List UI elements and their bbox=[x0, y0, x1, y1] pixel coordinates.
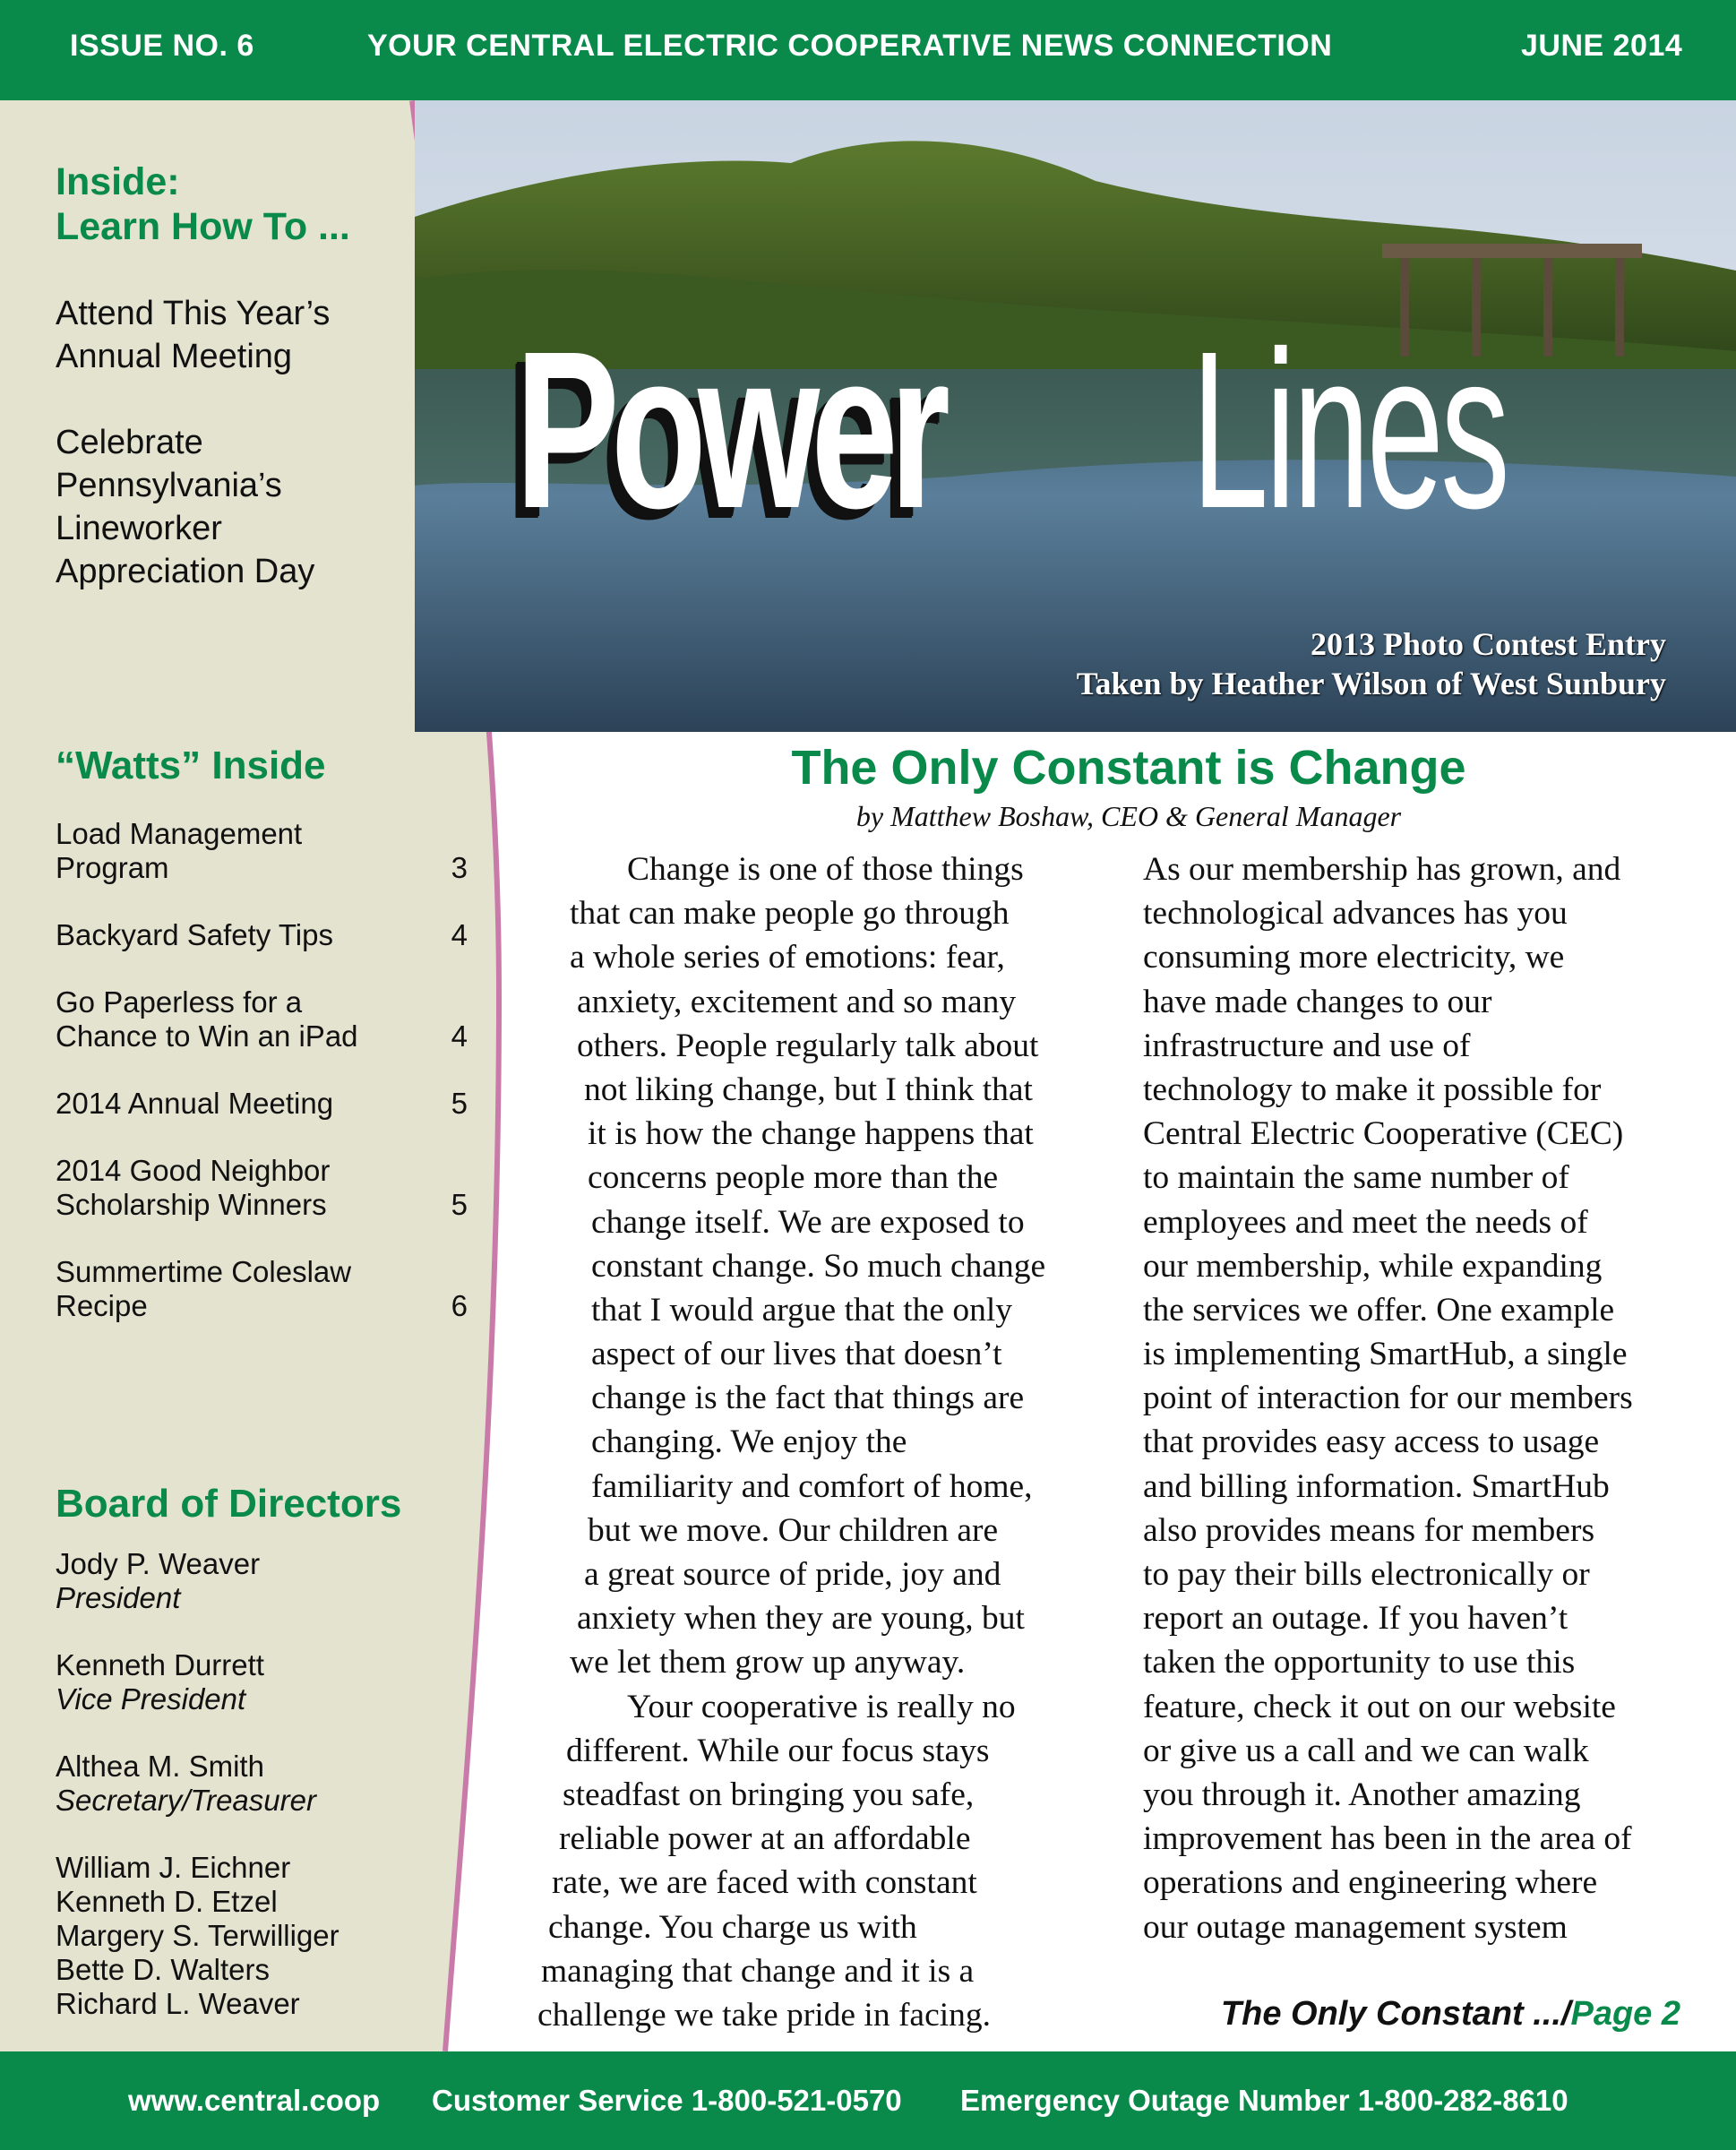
toc-item-backyard-safety[interactable]: Backyard Safety Tips 4 bbox=[56, 918, 468, 951]
article-text-line: report an outage. If you haven’t bbox=[1143, 1600, 1568, 1638]
article-text-line: a great source of pride, joy and bbox=[584, 1556, 1001, 1593]
photo-caption-line2: Taken by Heather Wilson of West Sunbury bbox=[1076, 666, 1666, 701]
masthead-lines: Lines bbox=[1191, 305, 1507, 555]
toc-page-number: 5 bbox=[451, 1087, 468, 1120]
article-text-line: anxiety, excitement and so many bbox=[577, 983, 1017, 1020]
customer-service-number[interactable]: Customer Service 1-800-521-0570 bbox=[432, 2084, 902, 2117]
toc-item-annual-meeting[interactable]: 2014 Annual Meeting 5 bbox=[56, 1087, 468, 1120]
article-text-line: point of interaction for our members bbox=[1143, 1380, 1633, 1417]
inside-item-lineworker-day[interactable]: Celebrate Pennsylvania’s Lineworker Appreciation Day bbox=[56, 424, 315, 590]
article-text-line: that can make people go through bbox=[570, 895, 1010, 933]
article-text-line: to pay their bills electronically or bbox=[1143, 1556, 1590, 1593]
article-text-line: technological advances has you bbox=[1143, 895, 1568, 933]
article-text-line: taken the opportunity to use this bbox=[1143, 1644, 1576, 1681]
article-text-line: that provides easy access to usage bbox=[1143, 1423, 1600, 1461]
article-text-line: it is how the change happens that bbox=[588, 1115, 1034, 1153]
website-link[interactable]: www.central.coop bbox=[128, 2084, 381, 2117]
article-text-line: a whole series of emotions: fear, bbox=[570, 939, 1005, 976]
masthead-power: Power bbox=[515, 305, 942, 555]
article-text-line: change is the fact that things are bbox=[591, 1380, 1025, 1417]
article-text-line: challenge we take pride in facing. bbox=[537, 1996, 992, 2034]
article-text-line: Your cooperative is really no bbox=[627, 1688, 1016, 1725]
article-text-line: also provides means for members bbox=[1143, 1511, 1595, 1549]
article-text-line: operations and engineering where bbox=[1143, 1864, 1598, 1902]
article-text-line: steadfast on bringing you safe, bbox=[563, 1776, 975, 1813]
article-text-line: constant change. So much change bbox=[591, 1247, 1046, 1285]
article-text-line: or give us a call and we can walk bbox=[1143, 1732, 1589, 1769]
article-text-line: have made changes to our bbox=[1143, 983, 1492, 1020]
article-text-line: managing that change and it is a bbox=[541, 1952, 975, 1990]
issue-date: JUNE 2014 bbox=[1521, 29, 1683, 63]
director-secretary-treasurer: Althea M. Smith Secretary/Treasurer bbox=[56, 1750, 316, 1817]
article-text-line: concerns people more than the bbox=[588, 1159, 999, 1197]
article-text-line: change. You charge us with bbox=[548, 1908, 917, 1946]
article-text-line: change itself. We are exposed to bbox=[591, 1203, 1025, 1241]
article-text-line: you through it. Another amazing bbox=[1143, 1776, 1581, 1813]
emergency-outage-number[interactable]: Emergency Outage Number 1-800-282-8610 bbox=[960, 2084, 1568, 2117]
inside-heading: Inside: Learn How To ... bbox=[56, 160, 350, 248]
article-text-line: to maintain the same number of bbox=[1143, 1159, 1569, 1197]
article-text-line: technology to make it possible for bbox=[1143, 1071, 1602, 1108]
watts-inside-heading: “Watts” Inside bbox=[56, 744, 326, 787]
article-text-line: is implementing SmartHub, a single bbox=[1143, 1336, 1628, 1373]
article-text-line: that I would argue that the only bbox=[591, 1291, 1013, 1329]
header-bar bbox=[0, 0, 1736, 100]
article-text-line: employees and meet the needs of bbox=[1143, 1203, 1588, 1241]
article-text-line: and billing information. SmartHub bbox=[1143, 1467, 1610, 1505]
article-text-line: rate, we are faced with constant bbox=[552, 1864, 977, 1902]
article-text-line: anxiety when they are young, but bbox=[577, 1600, 1025, 1638]
article-text-line: improvement has been in the area of bbox=[1143, 1820, 1632, 1858]
issue-number: ISSUE NO. 6 bbox=[70, 29, 254, 63]
article-text-line: reliable power at an affordable bbox=[559, 1820, 971, 1858]
article-text-line: feature, check it out on our website bbox=[1143, 1688, 1616, 1725]
article-text-line: but we move. Our children are bbox=[588, 1511, 999, 1549]
toc-item-coleslaw-recipe[interactable]: Summertime Coleslaw Recipe 6 bbox=[56, 1255, 468, 1322]
article-text-line: our outage management system bbox=[1143, 1908, 1568, 1946]
article-byline: by Matthew Boshaw, CEO & General Manager bbox=[855, 800, 1402, 832]
toc-page-number: 6 bbox=[451, 1289, 468, 1322]
article-text-line: As our membership has grown, and bbox=[1143, 851, 1621, 888]
inside-item-annual-meeting[interactable]: Attend This Year’s Annual Meeting bbox=[56, 295, 331, 375]
continued-page: Page 2 bbox=[1570, 1995, 1680, 2033]
toc-item-go-paperless[interactable]: Go Paperless for a Chance to Win an iPad 4 bbox=[56, 985, 468, 1053]
toc-page-number: 3 bbox=[451, 851, 468, 884]
header-tagline: YOUR CENTRAL ELECTRIC COOPERATIVE NEWS CONNECTION bbox=[367, 29, 1333, 63]
article-text-line: Central Electric Cooperative (CEC) bbox=[1143, 1115, 1624, 1153]
article-column-2 bbox=[1143, 847, 1707, 1949]
article-text-line: we let them grow up anyway. bbox=[570, 1644, 966, 1681]
article-text-line: different. While our focus stays bbox=[566, 1732, 990, 1769]
director-president: Jody P. Weaver President bbox=[56, 1547, 261, 1614]
article-text-line: consuming more electricity, we bbox=[1143, 939, 1565, 976]
article-text-line: infrastructure and use of bbox=[1143, 1027, 1471, 1064]
toc-item-scholarship-winners[interactable]: 2014 Good Neighbor Scholarship Winners 5 bbox=[56, 1154, 468, 1221]
article-text-line: Change is one of those things bbox=[627, 851, 1024, 888]
article-text-line: others. People regularly talk about bbox=[577, 1027, 1039, 1064]
board-member-list: William J. Eichner Kenneth D. Etzel Margery S. Terwilliger Bette D. Walters Richard L. Weaver bbox=[56, 1851, 339, 2020]
article-text-line: familiarity and comfort of home, bbox=[591, 1467, 1033, 1505]
article-text-line: the services we offer. One example bbox=[1143, 1291, 1615, 1329]
article-text-line: aspect of our lives that doesn’t bbox=[591, 1336, 1002, 1373]
continued-text: The Only Constant .../ bbox=[1220, 1995, 1571, 2033]
article-text-line: changing. We enjoy the bbox=[591, 1423, 907, 1461]
board-heading: Board of Directors bbox=[56, 1482, 402, 1526]
continued-jump[interactable] bbox=[1221, 1995, 1680, 2034]
director-vice-president: Kenneth Durrett Vice President bbox=[56, 1648, 264, 1716]
toc-page-number: 5 bbox=[451, 1188, 468, 1221]
toc-item-load-management[interactable]: Load Management Program 3 bbox=[56, 817, 468, 884]
article-title: The Only Constant is Change bbox=[791, 741, 1466, 795]
photo-caption-line1: 2013 Photo Contest Entry bbox=[1311, 626, 1666, 662]
toc-page-number: 4 bbox=[451, 1019, 468, 1053]
footer-bar bbox=[0, 2051, 1736, 2150]
toc-page-number: 4 bbox=[451, 918, 468, 951]
article-column-1 bbox=[537, 847, 1120, 2037]
article-text-line: not liking change, but I think that bbox=[584, 1071, 1033, 1108]
article-text-line: our membership, while expanding bbox=[1143, 1247, 1603, 1285]
